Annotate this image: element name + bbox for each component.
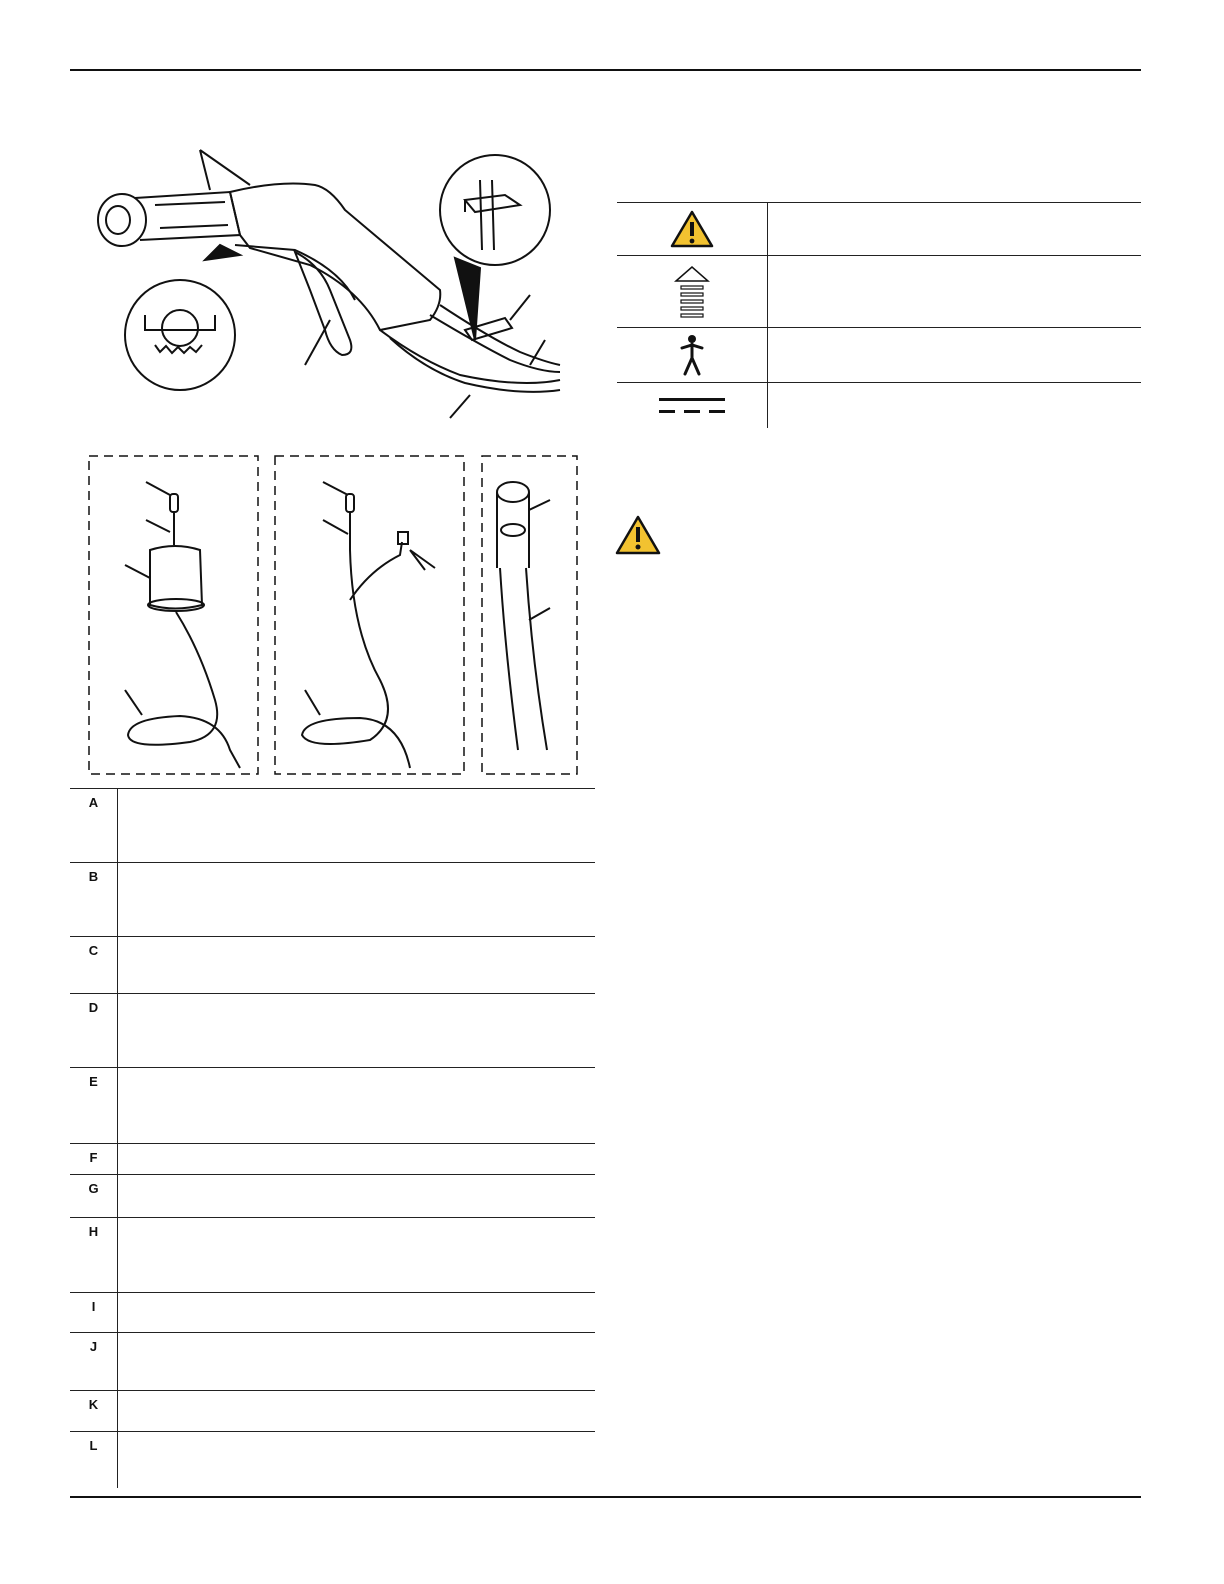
legend-letter: B <box>70 863 118 936</box>
legend-letter: D <box>70 994 118 1067</box>
leader-line-hose <box>450 395 470 418</box>
box-electrode-cable <box>275 456 464 774</box>
legend-row <box>70 1332 595 1390</box>
legend-letter: E <box>70 1068 118 1143</box>
legend-letter: K <box>70 1391 118 1431</box>
symbol-row <box>617 327 1141 382</box>
legend-row <box>70 862 595 936</box>
detail-circle-connector <box>125 280 235 390</box>
legend-row <box>70 1292 595 1332</box>
legend-letter: F <box>70 1144 118 1174</box>
legend-row <box>70 1431 595 1488</box>
legend-letter: G <box>70 1175 118 1217</box>
legend-row <box>70 1217 595 1292</box>
detail-circle-clip <box>440 155 550 265</box>
legend-letter: A <box>70 789 118 862</box>
legend-letter: L <box>70 1432 118 1488</box>
leader-line-clip <box>510 295 530 320</box>
warning-triangle-icon <box>615 515 661 555</box>
leader-line-pencil <box>200 150 250 190</box>
legend-row <box>70 993 595 1067</box>
warning-triangle-icon <box>670 210 714 248</box>
legend-letter: J <box>70 1333 118 1390</box>
symbol-row <box>617 382 1141 428</box>
accessories-illustration <box>80 450 580 780</box>
direct-current-icon <box>657 394 727 418</box>
legend-row <box>70 936 595 993</box>
legend-row <box>70 1143 595 1174</box>
box-electrode-holder <box>89 456 258 774</box>
stacking-limit-icon <box>672 263 712 321</box>
legend-row <box>70 1390 595 1431</box>
symbol-row <box>617 202 1141 255</box>
pencil-body <box>230 184 440 330</box>
legend-letter: I <box>70 1293 118 1332</box>
legend-letter: C <box>70 937 118 993</box>
header-rule <box>70 69 1141 71</box>
legend-row <box>70 1067 595 1143</box>
footer-rule <box>70 1496 1141 1498</box>
symbol-row <box>617 255 1141 327</box>
legend-letter: H <box>70 1218 118 1292</box>
handpiece-illustration <box>80 140 580 440</box>
legend-row <box>70 788 595 862</box>
pencil-grip <box>295 252 351 355</box>
type-bf-applied-part-icon <box>679 334 705 376</box>
leader-line-button <box>305 320 330 365</box>
legend-row <box>70 1174 595 1217</box>
